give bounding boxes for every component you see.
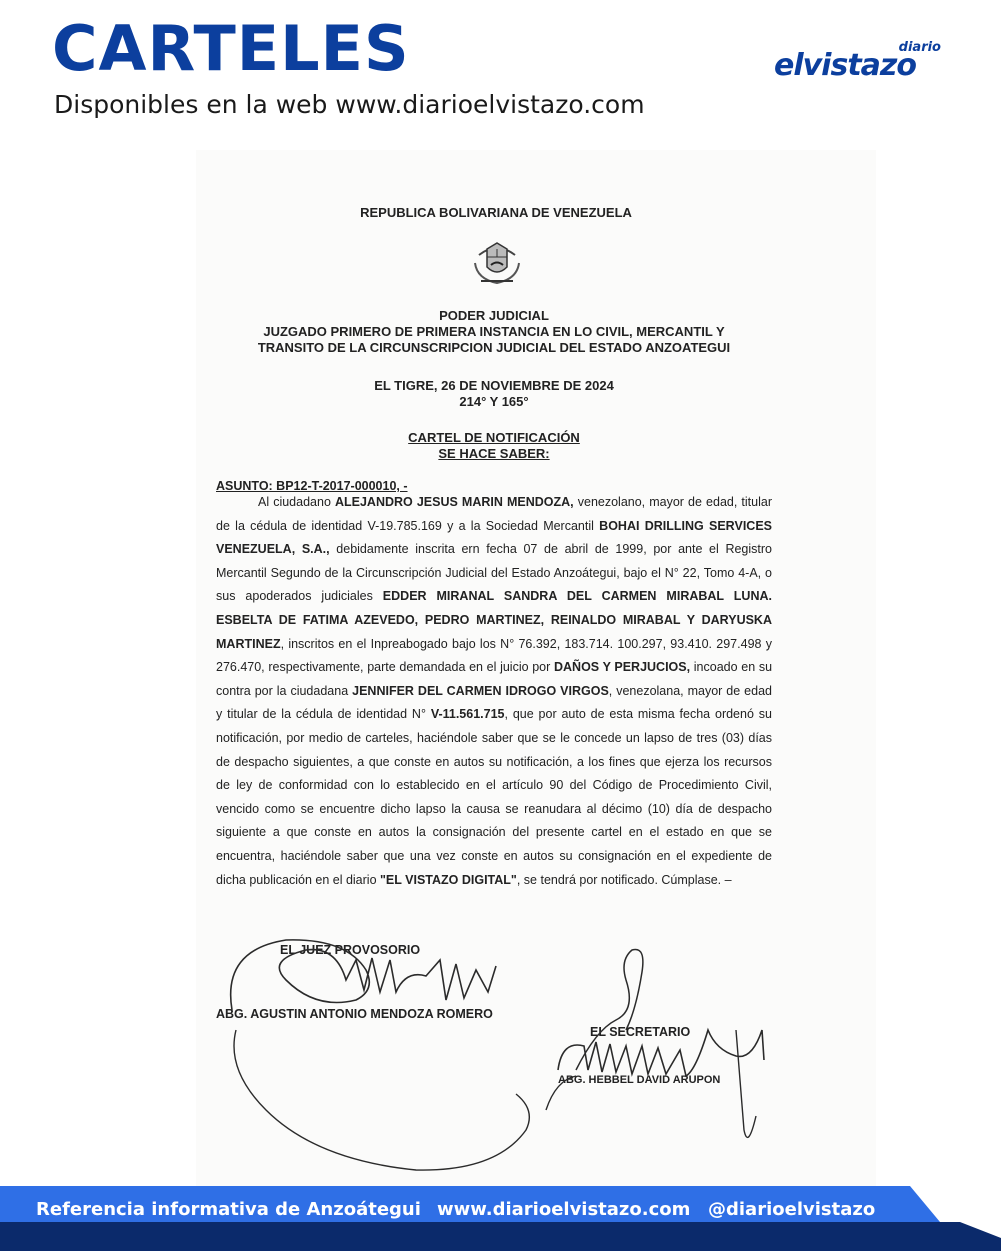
poder-judicial: PODER JUDICIAL bbox=[439, 308, 549, 323]
body-bold: JENNIFER DEL CARMEN IDROGO VIRGOS bbox=[352, 683, 609, 698]
judge-name: ABG. AGUSTIN ANTONIO MENDOZA ROMERO bbox=[216, 1007, 493, 1021]
court-line-1: JUZGADO PRIMERO DE PRIMERA INSTANCIA EN LO CIVIL, MERCANTIL Y bbox=[263, 324, 725, 339]
body-text: debidamente inscrita ern fecha 07 de abril de 1999, por ante el Registro Mercantil Segundo de la Circunscripción Judicial del Estado Anzoátegui, bajo el N° 22, Tomo 4-A, o sus apoderados judiciales bbox=[216, 542, 772, 604]
date-line: EL TIGRE, 26 DE NOVIEMBRE DE 2024 bbox=[374, 378, 614, 393]
body-text: , inscritos en el Inpreabogado bajo los N° 76.392, 183.714. 100.297, 93.410. 297.498 y 276.470, respectivamente, parte demandada en el juicio por bbox=[216, 636, 772, 675]
footer-tagline: Referencia informativa de Anzoátegui bbox=[36, 1199, 421, 1220]
asunto-line: ASUNTO: BP12-T-2017-000010, - bbox=[216, 479, 408, 493]
cartel-subtitle: SE HACE SABER: bbox=[438, 446, 550, 461]
body-bold: ALEJANDRO JESUS MARIN MENDOZA, bbox=[334, 495, 574, 509]
notice-body bbox=[216, 491, 772, 892]
country-heading: REPUBLICA BOLIVARIANA DE VENEZUELA bbox=[360, 205, 632, 220]
cartel-heading bbox=[216, 430, 772, 462]
page-title: CARTELES bbox=[52, 12, 410, 85]
body-bold: V-11.561.715 bbox=[430, 707, 505, 722]
logo-main-text: elvistazo bbox=[774, 48, 916, 83]
court-line-2: TRANSITO DE LA CIRCUNSCRIPCION JUDICIAL DEL ESTADO ANZOATEGUI bbox=[257, 340, 731, 355]
date-block bbox=[216, 378, 772, 410]
coat-of-arms-icon bbox=[469, 235, 525, 287]
body-bold: EDDER MIRANAL SANDRA DEL CARMEN MIRABAL LUNA. ESBELTA DE FATIMA AZEVEDO, PEDRO MARTINEZ, REINALDO MIRABAL Y DARYUSKA MARTINEZ bbox=[216, 589, 772, 651]
secretary-title: EL SECRETARIO bbox=[590, 1025, 691, 1039]
body-text: Al ciudadano bbox=[258, 495, 335, 509]
footer-social-handle[interactable]: @diarioelvistazo bbox=[708, 1199, 876, 1220]
judge-title: EL JUEZ PROVOSORIO bbox=[280, 943, 421, 957]
cartel-title: CARTEL DE NOTIFICACIÓN bbox=[408, 430, 580, 445]
logo-small-text: diario bbox=[898, 40, 941, 55]
body-text: , se tendrá por notificado. Cúmplase. – bbox=[516, 872, 732, 887]
years-line: 214° Y 165° bbox=[459, 394, 529, 409]
body-bold: DAÑOS Y PERJUCIOS, bbox=[553, 660, 691, 675]
court-heading bbox=[216, 308, 772, 356]
page-subtitle: Disponibles en la web www.diarioelvistazo.com bbox=[54, 90, 645, 119]
body-text: , venezolana, mayor de edad y titular de la cédula de identidad N° bbox=[216, 683, 772, 722]
body-bold: "EL VISTAZO DIGITAL" bbox=[380, 872, 517, 887]
body-text: venezolano, mayor de edad, titular de la cédula de identidad V-19.785.169 y a la Sociedad Mercantil bbox=[216, 495, 772, 533]
brand-logo bbox=[772, 40, 947, 84]
body-bold: BOHAI DRILLING SERVICES VENEZUELA, S.A., bbox=[216, 518, 772, 557]
secretary-name: ABG. HEBBEL DAVID ARUPON bbox=[558, 1074, 721, 1086]
body-text: , que por auto de esta misma fecha ordenó su notificación, por medio de carteles, haciéndole saber que se le concede un lapso de tres (03) días de despacho siguientes, a que conste en autos su notificación, a los fines que ejerza los recursos de ley de conformidad con lo establecido en el artículo 90 del Código de Procedimiento Civil, vencido como se encuentre dicho lapso la causa se reanudara al décimo (10) día de despacho siguiente a que conste en autos la consignación del presente cartel en el estado en que se encuentra, haciéndole saber que una vez conste en autos su consignación en el expediente de dicha publicación en el diario bbox=[216, 707, 772, 887]
footer-website-link[interactable]: www.diarioelvistazo.com bbox=[437, 1199, 691, 1220]
body-text: incoado en su contra por la ciudadana bbox=[216, 660, 773, 698]
